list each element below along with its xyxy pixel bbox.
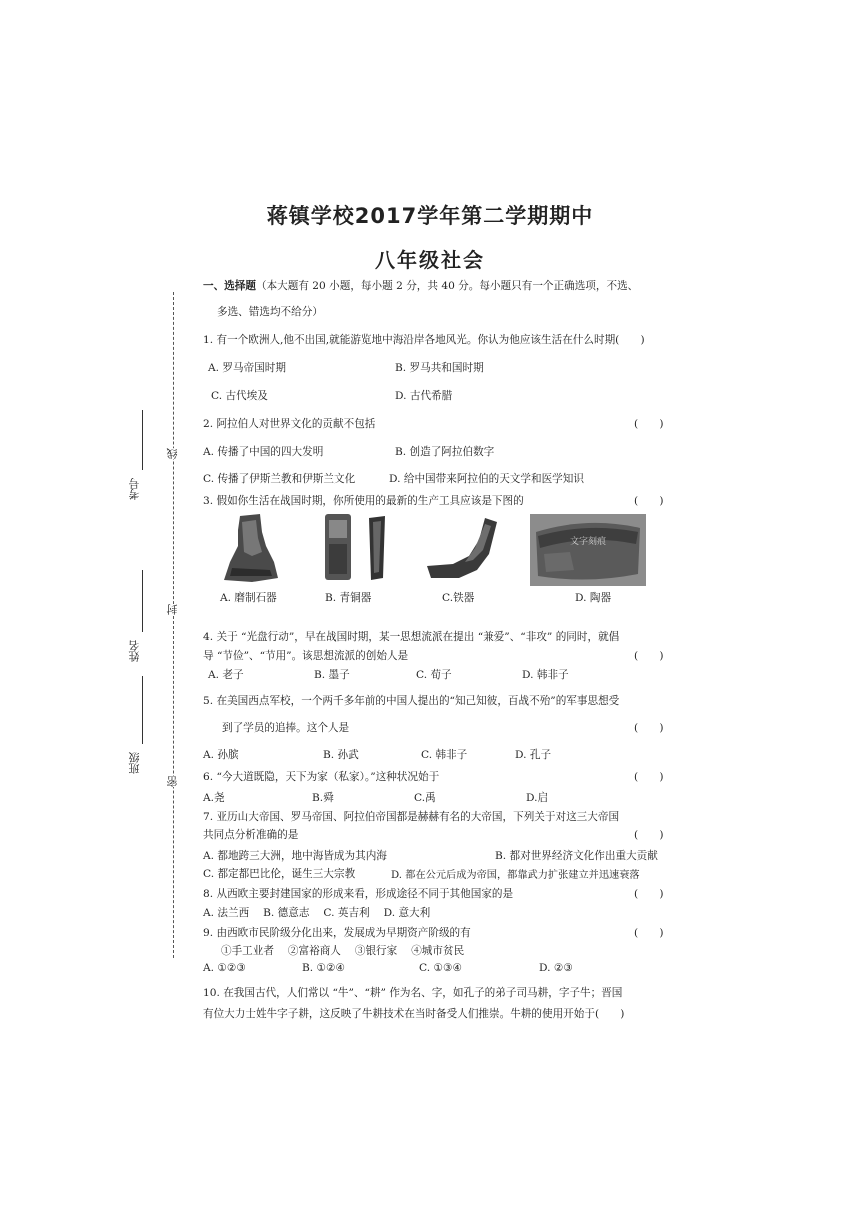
q3-option-d: D. 陶器 xyxy=(575,592,612,604)
q4-answer-paren: ( ) xyxy=(634,650,664,662)
q4-option-d: D. 韩非子 xyxy=(522,669,569,681)
q2-option-b: B. 创造了阿拉伯数字 xyxy=(395,446,495,458)
q4-text-1: 4. 关于 “光盘行动”，早在战国时期，某一思想流派在提出 “兼爱”、“非攻” 的同时，就倡 xyxy=(203,631,620,643)
q2-answer-paren: ( ) xyxy=(634,418,664,430)
q5-option-b: B. 孙武 xyxy=(323,749,359,761)
q6-option-d: D.启 xyxy=(526,792,549,804)
pottery-image xyxy=(530,514,646,586)
q7-option-c: C. 都定都巴比伦，诞生三大宗教 xyxy=(203,868,356,880)
q7-text-1: 7. 亚历山大帝国、罗马帝国、阿拉伯帝国都是赫赫有名的大帝国，下列关于对这三大帝国 xyxy=(203,811,620,823)
q6-option-c: C.禹 xyxy=(414,792,436,804)
binding-dashed-line xyxy=(173,292,174,958)
q10-text-1: 10. 在我国古代，人们常以 “牛”、“耕” 作为名、字，如孔子的弟子司马耕，字子牛；晋国 xyxy=(203,987,623,999)
q2-option-a: A. 传播了中国的四大发明 xyxy=(203,446,324,458)
binding-seal-char: 封 xyxy=(166,604,179,615)
q6-answer-paren: ( ) xyxy=(634,771,664,783)
q9-option-a: A. ①②③ xyxy=(203,962,246,974)
q4-option-a: A. 老子 xyxy=(208,669,244,681)
q3-option-a: A. 磨制石器 xyxy=(220,592,277,604)
q4-text-2: 导 “节俭”、“节用”。该思想流派的创始人是 xyxy=(203,650,409,662)
q2-option-c: C. 传播了伊斯兰教和伊斯兰文化 xyxy=(203,473,356,485)
q5-text-2: 到了学员的追捧。这个人是 xyxy=(222,722,350,734)
q3-text: 3. 假如你生活在战国时期，你所使用的最新的生产工具应该是下图的 xyxy=(203,495,524,507)
bronze-tool-image xyxy=(321,512,393,582)
q7-option-a: A. 都地跨三大洲，地中海皆成为其内海 xyxy=(203,850,387,862)
q1-option-d: D. 古代希腊 xyxy=(395,390,453,402)
name-label: 姓名 xyxy=(128,640,141,662)
q1-option-a: A. 罗马帝国时期 xyxy=(208,362,286,374)
q7-option-b: B. 都对世界经济文化作出重大贡献 xyxy=(495,850,658,862)
q5-answer-paren: ( ) xyxy=(634,722,664,734)
q9-option-b: B. ①②④ xyxy=(302,962,346,974)
q8-text: 8. 从西欧主要封建国家的形成来看，形成途径不同于其他国家的是 xyxy=(203,888,514,900)
q4-option-b: B. 墨子 xyxy=(314,669,350,681)
q9-option-c: C. ①③④ xyxy=(419,962,462,974)
q3-answer-paren: ( ) xyxy=(634,495,664,507)
q1-option-b: B. 罗马共和国时期 xyxy=(395,362,484,374)
iron-tool-image xyxy=(425,516,499,580)
binding-line-char: 线 xyxy=(166,448,179,459)
q3-option-b: B. 青铜器 xyxy=(325,592,372,604)
q5-option-d: D. 孔子 xyxy=(515,749,552,761)
q7-answer-paren: ( ) xyxy=(634,829,664,841)
class-label: 班级 xyxy=(128,752,141,774)
q8-answer-paren: ( ) xyxy=(634,888,664,900)
q1-text: 1. 有一个欧洲人,他不出国,就能游览地中海沿岸各地风光。你认为他应该生活在什么时期( ) xyxy=(203,334,645,346)
section-title: 一、选择题 xyxy=(203,280,256,292)
page-subtitle: 八年级社会 xyxy=(375,248,485,272)
q6-option-b: B.舜 xyxy=(312,792,334,804)
pottery-inscription: 文字刻痕 xyxy=(569,537,607,547)
class-underline xyxy=(142,676,143,744)
q3-option-c: C.铁器 xyxy=(442,592,475,604)
name-underline xyxy=(142,570,143,632)
q9-text: 9. 由西欧市民阶级分化出来，发展成为早期资产阶级的有 xyxy=(203,927,471,939)
q8-options: A. 法兰西 B. 德意志 C. 英吉利 D. 意大利 xyxy=(203,907,431,919)
section-note-2: 多选、错选均不给分） xyxy=(217,306,323,318)
q9-answer-paren: ( ) xyxy=(634,927,664,939)
exam-no-label: 考号 xyxy=(128,478,141,500)
q5-text-1: 5. 在美国西点军校，一个两千多年前的中国人提出的“知己知彼，百战不殆”的军事思想受 xyxy=(203,695,620,707)
q9-items: ①手工业者 ②富裕商人 ③银行家 ④城市贫民 xyxy=(221,945,465,957)
q1-option-c: C. 古代埃及 xyxy=(211,390,268,402)
stone-tool-image xyxy=(222,512,280,584)
q4-option-c: C. 荀子 xyxy=(416,669,452,681)
q6-text: 6. “今大道既隐，天下为家（私家）。”这种状况始于 xyxy=(203,771,440,783)
section-heading xyxy=(203,278,638,293)
exam-no-underline xyxy=(142,410,143,470)
binding-bind-char: 密 xyxy=(166,776,179,787)
q10-text-2: 有位大力士姓牛字子耕，这反映了牛耕技术在当时备受人们推崇。牛耕的使用开始于( ) xyxy=(203,1008,625,1020)
q7-option-d: D. 都在公元后成为帝国，都靠武力扩张建立并迅速衰落 xyxy=(391,870,640,881)
q6-option-a: A.尧 xyxy=(203,792,225,804)
q5-option-a: A. 孙膑 xyxy=(203,749,239,761)
q7-text-2: 共同点分析准确的是 xyxy=(203,829,299,841)
q2-option-d: D. 给中国带来阿拉伯的天文学和医学知识 xyxy=(389,473,584,485)
q5-option-c: C. 韩非子 xyxy=(421,749,468,761)
q9-option-d: D. ②③ xyxy=(539,962,573,974)
section-note-1: （本大题有 20 小题，每小题 2 分，共 40 分。每小题只有一个正确选项，不选、 xyxy=(255,280,639,292)
q2-text: 2. 阿拉伯人对世界文化的贡献不包括 xyxy=(203,418,376,430)
page-title: 蒋镇学校2017学年第二学期期中 xyxy=(266,204,594,228)
